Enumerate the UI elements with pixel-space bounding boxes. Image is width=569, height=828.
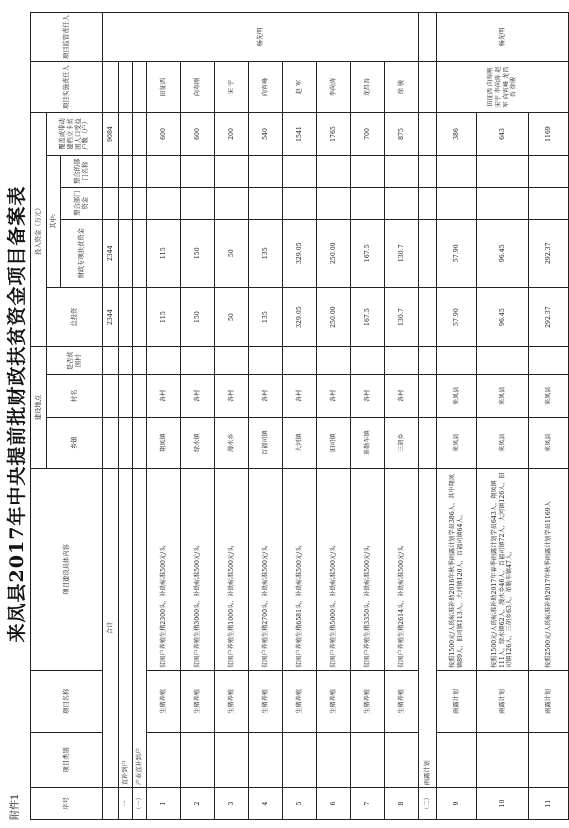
row-category	[215, 732, 249, 787]
row-name: 生猪养殖	[385, 671, 419, 733]
row-integrated	[477, 187, 529, 219]
row-integrated	[529, 187, 569, 219]
empty-cell	[419, 187, 437, 219]
empty-cell	[419, 13, 437, 62]
row-category	[477, 732, 529, 787]
row-integrated-dept	[351, 155, 385, 187]
row-seq: 7	[351, 788, 385, 820]
row-implementer: 徐 骏	[385, 62, 419, 113]
row-integrated	[249, 187, 283, 219]
yulu-implementers: 田征西 向寿刚 宋宇 李尚涛 赵军 向宵峰 龙昌吾 徐骏	[437, 62, 569, 113]
row-total: 167.5	[351, 287, 385, 347]
empty-cell	[419, 62, 437, 113]
row-beneficiaries: 1765	[317, 113, 351, 156]
row-content: 贫困户养殖生猪2300头，补助标准500元/头	[147, 468, 181, 670]
row-total: 150	[181, 287, 215, 347]
header-content: 项目建设具体内容	[31, 468, 103, 670]
row-integrated-dept	[147, 155, 181, 187]
row-village: 来凤县	[437, 375, 477, 418]
table-row	[437, 13, 477, 820]
table-row	[181, 13, 215, 820]
row-poor-village	[529, 347, 569, 375]
row-poor-village	[317, 347, 351, 375]
row-village: 各村	[147, 375, 181, 418]
row-name: 生猪养殖	[249, 671, 283, 733]
row-integrated-dept	[181, 155, 215, 187]
row-village: 各村	[385, 375, 419, 418]
row-category	[437, 732, 477, 787]
row-special: 167.5	[351, 219, 385, 287]
row-name: 生猪养殖	[181, 671, 215, 733]
empty-cell	[419, 113, 437, 156]
section-seq: （二）	[419, 788, 437, 820]
row-seq: 8	[385, 788, 419, 820]
empty-cell	[419, 155, 437, 187]
row-name: 雨露计划	[529, 671, 569, 733]
row-category	[181, 732, 215, 787]
row-village: 各村	[351, 375, 385, 418]
header-location: 建设地点	[31, 347, 47, 468]
subsection-label: 产业直补到户	[133, 468, 147, 787]
row-village: 各村	[249, 375, 283, 418]
row-special: 50	[215, 219, 249, 287]
row-special: 329.05	[283, 219, 317, 287]
header-integrated-dept: 整合的部门名称	[61, 155, 103, 187]
section-seq: 一	[119, 788, 133, 820]
row-beneficiaries: 875	[385, 113, 419, 156]
row-village: 各村	[283, 375, 317, 418]
row-content: 贫困户养殖生猪2700头，补助标准500元/头	[249, 468, 283, 670]
row-integrated-dept	[249, 155, 283, 187]
row-total: 57.90	[437, 287, 477, 347]
row-special: 250.00	[317, 219, 351, 287]
row-total: 329.05	[283, 287, 317, 347]
row-content: 贫困户养殖生猪1000头，补助标准500元/头	[215, 468, 249, 670]
table-row	[147, 13, 181, 820]
row-township: 来凤县	[437, 417, 477, 468]
row-seq: 2	[181, 788, 215, 820]
row-beneficiaries: 1169	[529, 113, 569, 156]
total-special: 2344	[103, 219, 119, 287]
row-integrated-dept	[477, 155, 529, 187]
row-township: 漫水乡	[215, 417, 249, 468]
row-name: 生猪养殖	[283, 671, 317, 733]
row-name: 雨露计划	[477, 671, 529, 733]
empty-cell	[419, 287, 437, 347]
table-row	[529, 13, 569, 820]
header-village: 村名	[47, 375, 103, 418]
row-seq: 4	[249, 788, 283, 820]
row-special: 135	[249, 219, 283, 287]
row-implementer: 龙昌吾	[351, 62, 385, 113]
row-beneficiaries: 386	[437, 113, 477, 156]
row-integrated	[283, 187, 317, 219]
row-seq: 11	[529, 788, 569, 820]
row-content: 按照1500元/人的标准补助2017年春季雨露计划学员643人，翔凤镇111人，绿水镇62人，漫水乡46人，百福司镇72人，大河镇126人，旧司镇126人，三胡乡63人，革勒车镇47人。	[477, 468, 529, 670]
row-beneficiaries: 700	[351, 113, 385, 156]
row-beneficiaries: 200	[215, 113, 249, 156]
row-poor-village	[147, 347, 181, 375]
row-beneficiaries: 643	[477, 113, 529, 156]
header-integrated-fund: 整合部门资金	[61, 187, 103, 219]
total-label: 合计	[103, 468, 119, 787]
row-total: 96.45	[477, 287, 529, 347]
header-special-fund: 财政专项扶贫资金	[61, 219, 103, 287]
row-seq: 9	[437, 788, 477, 820]
row-poor-village	[249, 347, 283, 375]
row-integrated	[351, 187, 385, 219]
row-poor-village	[351, 347, 385, 375]
row-total: 130.7	[385, 287, 419, 347]
row-special: 292.37	[529, 219, 569, 287]
table-row	[477, 13, 529, 820]
row-poor-village	[437, 347, 477, 375]
section-row	[119, 13, 133, 820]
row-category	[351, 732, 385, 787]
row-category	[147, 732, 181, 787]
row-seq: 1	[147, 788, 181, 820]
row-special: 150	[181, 219, 215, 287]
row-category	[249, 732, 283, 787]
header-is-poor-village: 是否贫困村	[47, 347, 103, 375]
row-content: 贫困户养殖生猪3000头，补助标准500元/头	[181, 468, 215, 670]
row-township: 三胡乡	[385, 417, 419, 468]
row-implementer: 赵 军	[283, 62, 317, 113]
row-special: 96.45	[477, 219, 529, 287]
row-poor-village	[283, 347, 317, 375]
attachment-label: 附件1	[10, 793, 21, 820]
row-name: 生猪养殖	[215, 671, 249, 733]
row-beneficiaries: 1541	[283, 113, 317, 156]
supervisor-group: 杨先明	[103, 13, 419, 62]
row-special: 130.7	[385, 219, 419, 287]
row-integrated-dept	[385, 155, 419, 187]
header-implementer: 项目实施责任人	[31, 62, 103, 113]
row-integrated	[385, 187, 419, 219]
row-content: 贫困户养殖生猪3350头，补助标准500元/头	[351, 468, 385, 670]
row-township: 旧司镇	[317, 417, 351, 468]
row-special: 115	[147, 219, 181, 287]
row-township: 绿水镇	[181, 417, 215, 468]
row-poor-village	[181, 347, 215, 375]
row-category	[317, 732, 351, 787]
row-seq: 10	[477, 788, 529, 820]
section-label: 直补到户	[119, 468, 133, 787]
row-village: 来凤县	[529, 375, 569, 418]
row-category	[529, 732, 569, 787]
row-integrated-dept	[317, 155, 351, 187]
row-total: 135	[249, 287, 283, 347]
row-poor-village	[215, 347, 249, 375]
table-row	[215, 13, 249, 820]
row-poor-village	[477, 347, 529, 375]
row-total: 292.37	[529, 287, 569, 347]
table-row	[385, 13, 419, 820]
row-name: 雨露计划	[437, 671, 477, 733]
row-township: 翔凤镇	[147, 417, 181, 468]
empty-cell	[419, 417, 437, 468]
row-implementer: 李尚涛	[317, 62, 351, 113]
row-name: 生猪养殖	[317, 671, 351, 733]
row-township: 来凤县	[477, 417, 529, 468]
total-row	[103, 13, 119, 820]
row-integrated-dept	[437, 155, 477, 187]
row-name: 生猪养殖	[351, 671, 385, 733]
header-township: 乡镇	[47, 417, 103, 468]
row-content: 贫困户养殖生猪2614头，补助标准500元/头	[385, 468, 419, 670]
row-integrated-dept	[283, 155, 317, 187]
section-label: 雨露计划	[419, 468, 437, 787]
row-integrated	[317, 187, 351, 219]
subsection-row	[133, 13, 147, 820]
subsection-seq: （一）	[133, 788, 147, 820]
row-implementer: 宋 宇	[215, 62, 249, 113]
header-name: 项目名称	[31, 671, 103, 733]
row-village: 各村	[317, 375, 351, 418]
row-poor-village	[385, 347, 419, 375]
empty-cell	[419, 219, 437, 287]
empty-cell	[419, 347, 437, 375]
row-seq: 3	[215, 788, 249, 820]
row-special: 57.90	[437, 219, 477, 287]
row-total: 50	[215, 287, 249, 347]
row-village: 来凤县	[477, 375, 529, 418]
row-content: 按照1500元/人的标准补助2016年秋季雨露计划学员386人，其中翔凤镇89人，旧司镇113人，大河镇120人，百福司镇64人。	[437, 468, 477, 670]
header-beneficiaries: 覆盖或带动建档立卡贫困人口受益户数（户）	[47, 113, 103, 156]
header-total: 总投资	[47, 287, 103, 347]
total-beneficiaries: 9084	[103, 113, 119, 156]
row-beneficiaries: 540	[249, 113, 283, 156]
row-integrated	[215, 187, 249, 219]
table-row	[317, 13, 351, 820]
header-seq: 序号	[31, 788, 103, 820]
table-row	[249, 13, 283, 820]
row-category	[385, 732, 419, 787]
section-row	[419, 13, 437, 820]
empty-cell	[419, 375, 437, 418]
row-integrated	[437, 187, 477, 219]
header-supervisor: 项目监管责任人	[31, 13, 103, 62]
row-content: 按照2500元/人的标准补助2017年秋季雨露计划学员1169人	[529, 468, 569, 670]
project-table	[30, 12, 569, 820]
yulu-supervisor: 杨先明	[437, 13, 569, 62]
row-implementer: 田征西	[147, 62, 181, 113]
row-beneficiaries: 600	[181, 113, 215, 156]
row-total: 250.00	[317, 287, 351, 347]
row-name: 生猪养殖	[147, 671, 181, 733]
row-integrated	[147, 187, 181, 219]
row-content: 贫困户养殖生猪6581头，补助标准500元/头	[283, 468, 317, 670]
row-content: 贫困户养殖生猪5000头，补助标准500元/头	[317, 468, 351, 670]
row-integrated	[181, 187, 215, 219]
row-township: 大河镇	[283, 417, 317, 468]
total-amount: 2344	[103, 287, 119, 347]
row-integrated-dept	[529, 155, 569, 187]
table-row	[351, 13, 385, 820]
document-title: 来凤县2017年中央提前批财政扶贫资金项目备案表	[6, 185, 28, 643]
row-total: 115	[147, 287, 181, 347]
row-implementer: 向宵峰	[249, 62, 283, 113]
row-implementer: 向寿刚	[181, 62, 215, 113]
header-category: 项目类别	[31, 732, 103, 787]
row-category	[283, 732, 317, 787]
row-township: 革勒车镇	[351, 417, 385, 468]
table-row	[283, 13, 317, 820]
row-village: 各村	[181, 375, 215, 418]
row-township: 来凤县	[529, 417, 569, 468]
row-seq: 6	[317, 788, 351, 820]
row-integrated-dept	[215, 155, 249, 187]
header-of-which: 其中:	[47, 155, 61, 287]
row-township: 百福司镇	[249, 417, 283, 468]
row-beneficiaries: 600	[147, 113, 181, 156]
row-seq: 5	[283, 788, 317, 820]
header-investment: 投入资金（万元）	[31, 113, 47, 347]
row-village: 各村	[215, 375, 249, 418]
